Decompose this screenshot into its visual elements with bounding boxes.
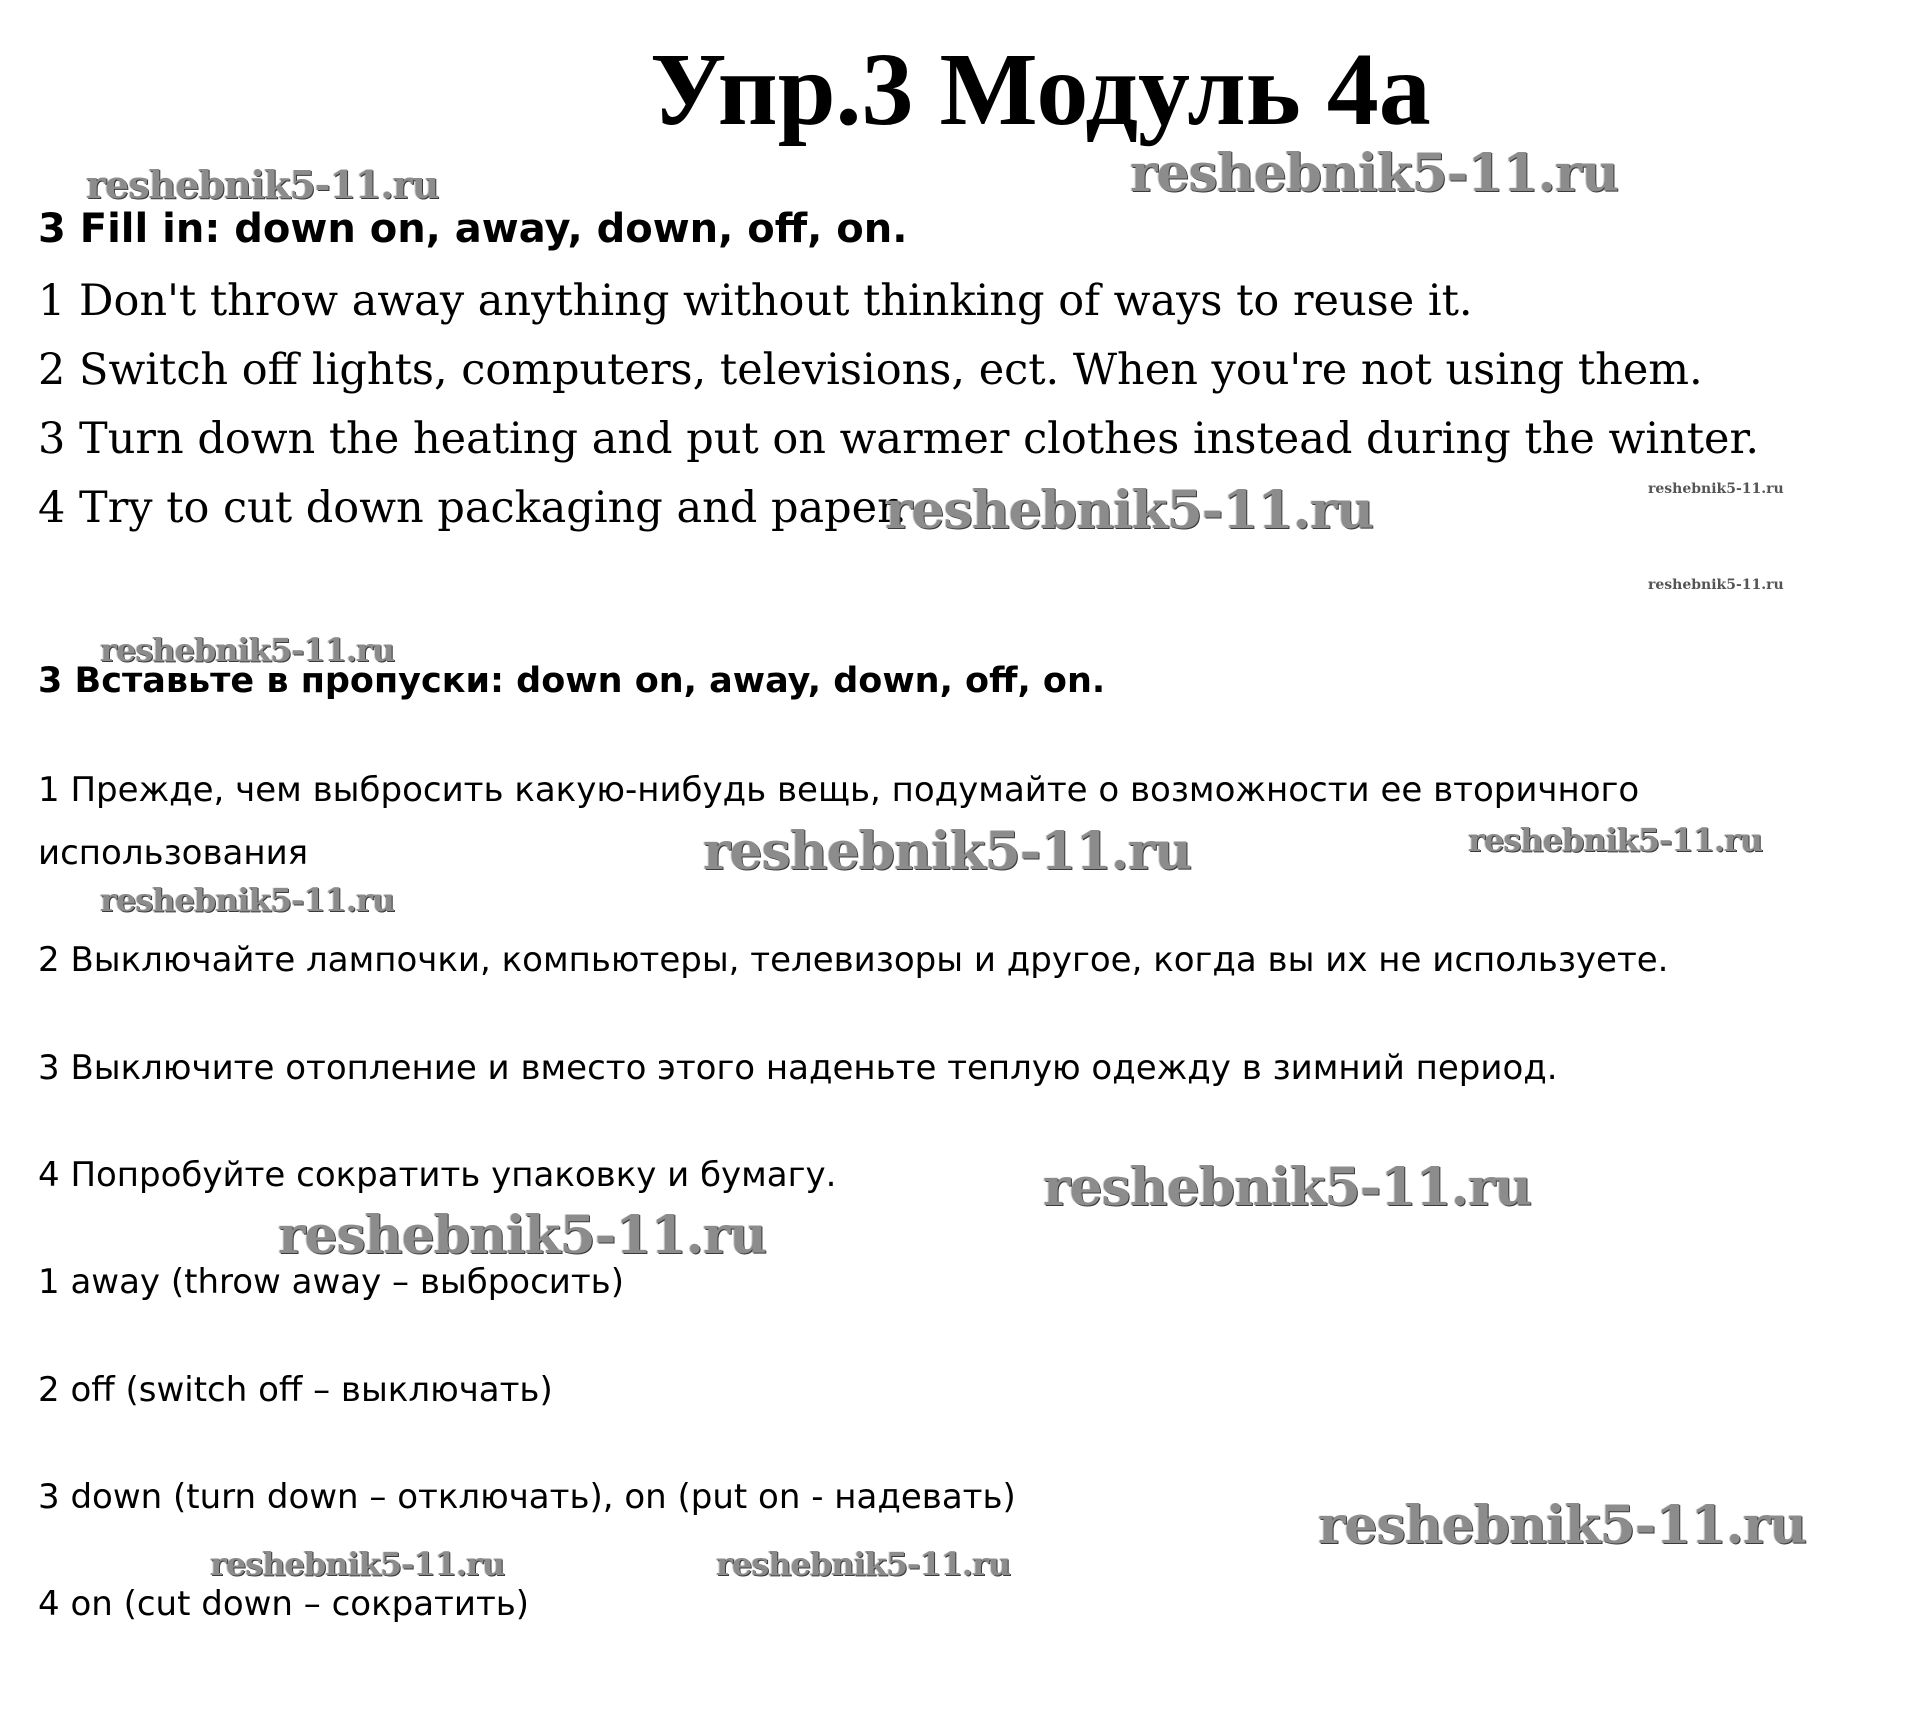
- russian-sentence-2: 2 Выключайте лампочки, компьютеры, телевизоры и другое, когда вы их не используете.: [38, 940, 1669, 980]
- watermark: reshebnik5-11.ru: [1043, 1157, 1532, 1218]
- english-sentence-1: 1 Don't throw away anything without thinking of ways to reuse it.: [38, 276, 1473, 326]
- watermark: reshebnik5-11.ru: [885, 480, 1374, 541]
- russian-sentence-1: 1 Прежде, чем выбросить какую-нибудь вещь, подумайте о возможности ее вторичного: [38, 770, 1640, 810]
- watermark: reshebnik5-11.ru: [1648, 481, 1784, 497]
- watermark: reshebnik5-11.ru: [100, 881, 395, 919]
- answer-4: 4 on (cut down – сократить): [38, 1584, 530, 1624]
- watermark: reshebnik5-11.ru: [1648, 577, 1784, 593]
- english-sentence-3: 3 Turn down the heating and put on warmer clothes instead during the winter.: [38, 414, 1760, 464]
- english-sentence-4: 4 Try to cut down packaging and paper.: [38, 483, 907, 533]
- answer-1: 1 away (throw away – выбросить): [38, 1262, 624, 1302]
- answer-3: 3 down (turn down – отключать), on (put on - надевать): [38, 1477, 1016, 1517]
- watermark: reshebnik5-11.ru: [210, 1545, 505, 1583]
- russian-task-heading: 3 Вставьте в пропуски: down on, away, down, off, on.: [38, 661, 1106, 701]
- english-sentence-2: 2 Switch off lights, computers, televisions, ect. When you're not using them.: [38, 345, 1703, 395]
- watermark: reshebnik5-11.ru: [100, 631, 395, 669]
- answer-2: 2 off (switch off – выключать): [38, 1370, 553, 1410]
- watermark: reshebnik5-11.ru: [86, 162, 439, 207]
- watermark: reshebnik5-11.ru: [703, 821, 1192, 882]
- watermark: reshebnik5-11.ru: [1318, 1495, 1807, 1556]
- page-title: Упр.3 Модуль 4а: [650, 32, 1431, 147]
- watermark: reshebnik5-11.ru: [1468, 821, 1763, 859]
- watermark: reshebnik5-11.ru: [278, 1205, 767, 1266]
- russian-sentence-3: 3 Выключите отопление и вместо этого наденьте теплую одежду в зимний период.: [38, 1048, 1558, 1088]
- watermark: reshebnik5-11.ru: [1130, 143, 1619, 204]
- english-task-heading: 3 Fill in: down on, away, down, off, on.: [38, 206, 908, 252]
- russian-sentence-4: 4 Попробуйте сократить упаковку и бумагу.: [38, 1155, 837, 1195]
- russian-sentence-1-continued: использования: [38, 833, 309, 873]
- watermark: reshebnik5-11.ru: [716, 1545, 1011, 1583]
